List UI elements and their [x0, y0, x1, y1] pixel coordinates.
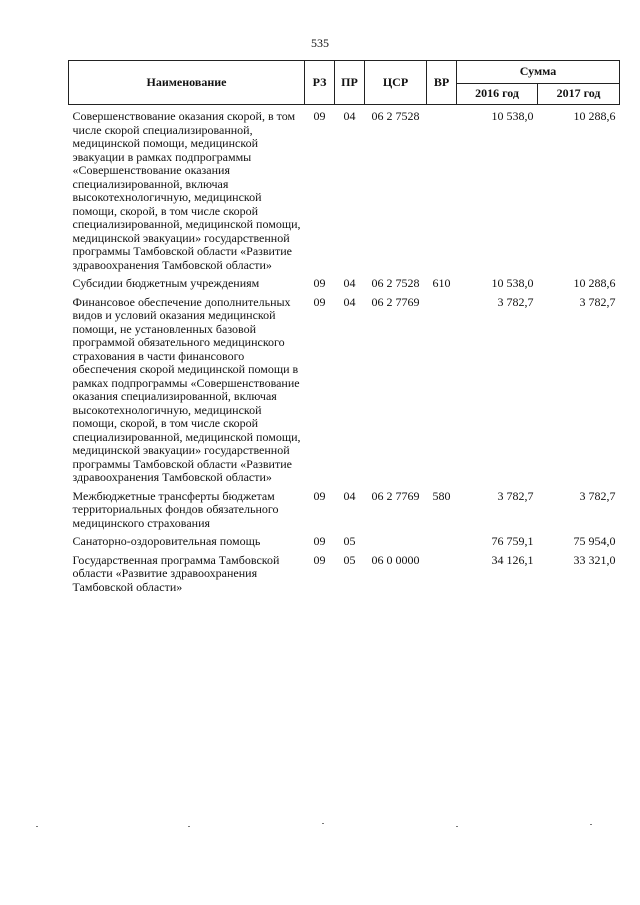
table-body	[69, 105, 620, 595]
row-csr: 06 2 7528	[371, 109, 420, 123]
row-pr: 04	[343, 294, 356, 309]
table-row	[69, 535, 620, 549]
table-row	[69, 490, 620, 531]
scan-speck	[36, 826, 38, 827]
header-rz: РЗ	[305, 61, 335, 105]
header-sum: Сумма	[457, 61, 620, 84]
row-pr: 04	[343, 488, 356, 503]
table-row	[69, 110, 620, 272]
row-sum-2016: 34 126,1	[491, 552, 534, 567]
table-row	[69, 296, 620, 485]
row-vr: 580	[432, 488, 451, 503]
table-header	[69, 61, 620, 105]
row-sum-2016: 3 782,7	[497, 488, 534, 503]
scan-speck	[590, 824, 592, 825]
row-vr	[427, 296, 457, 485]
row-sum-2017: 3 782,7	[579, 294, 616, 309]
table-row	[69, 277, 620, 291]
row-name: Субсидии бюджетным учреждениям	[72, 276, 260, 290]
row-name: Санаторно-оздоровительная помощь	[72, 534, 261, 548]
header-csr: ЦСР	[365, 61, 427, 105]
row-sum-2017: 3 782,7	[579, 488, 616, 503]
row-vr	[427, 110, 457, 272]
row-sum-2016: 3 782,7	[497, 294, 534, 309]
row-rz: 09	[313, 552, 326, 567]
row-vr: 610	[432, 276, 451, 290]
row-pr: 05	[343, 552, 356, 567]
row-csr	[365, 535, 427, 549]
row-name: Финансовое обеспечение дополнительных видов и условий оказания медицинской помощи, не установленных базовой программой обязательного медицинского страхования в части финансового обеспечения скорой медицинской помощи в рамках подпрограммы «Совершенствование оказания специализированной, включая высокотехнологичную, медицинской помощи, скорой, в том числе скорой специализированной, медицинской помощи, медицинской эвакуации» государственной программы Тамбовской области «Развитие здравоохранения Тамбовской области»	[72, 294, 301, 484]
budget-table	[68, 60, 620, 594]
row-rz: 09	[313, 276, 326, 290]
row-name: Межбюджетные трансферты бюджетам территориальных фондов обязательного медицинского страхования	[72, 488, 279, 530]
row-sum-2017: 10 288,6	[573, 109, 616, 123]
scan-speck	[456, 826, 458, 827]
row-name: Государственная программа Тамбовской области «Развитие здравоохранения Тамбовской области»	[72, 552, 280, 594]
header-2017: 2017 год	[538, 84, 620, 105]
row-rz: 09	[313, 109, 326, 123]
row-rz: 09	[313, 534, 326, 548]
row-csr: 06 2 7769	[371, 488, 420, 503]
scan-speck	[188, 826, 190, 827]
row-rz: 09	[313, 488, 326, 503]
header-name: Наименование	[69, 61, 305, 105]
row-pr: 04	[343, 109, 356, 123]
row-pr: 05	[343, 534, 356, 548]
row-csr: 06 2 7769	[371, 294, 420, 309]
row-sum-2016: 10 538,0	[491, 109, 534, 123]
row-sum-2017: 10 288,6	[573, 276, 616, 290]
row-sum-2016: 76 759,1	[491, 534, 534, 548]
header-2016: 2016 год	[457, 84, 538, 105]
row-vr	[427, 535, 457, 549]
row-rz: 09	[313, 294, 326, 309]
header-pr: ПР	[335, 61, 365, 105]
row-name: Совершенствование оказания скорой, в том числе скорой специализированной, медицинской помощи, медицинской эвакуации в рамках подпрограммы «Совершенствование оказания специализированной, включая высокотехнологичную, медицинской помощи, скорой, в том числе скорой специализированной, медицинской помощи, медицинской эвакуации» государственной программы Тамбовской области «Развитие здравоохранения Тамбовской области»	[72, 109, 301, 272]
header-vr: ВР	[427, 61, 457, 105]
scan-speck	[322, 823, 324, 824]
page-number: 535	[311, 36, 329, 50]
row-sum-2017: 33 321,0	[573, 552, 616, 567]
table-row	[69, 554, 620, 595]
row-csr: 06 0 0000	[371, 552, 420, 567]
row-pr: 04	[343, 276, 356, 290]
row-csr: 06 2 7528	[371, 276, 420, 290]
row-sum-2017: 75 954,0	[573, 534, 616, 548]
row-sum-2016: 10 538,0	[491, 276, 534, 290]
row-vr	[427, 554, 457, 595]
